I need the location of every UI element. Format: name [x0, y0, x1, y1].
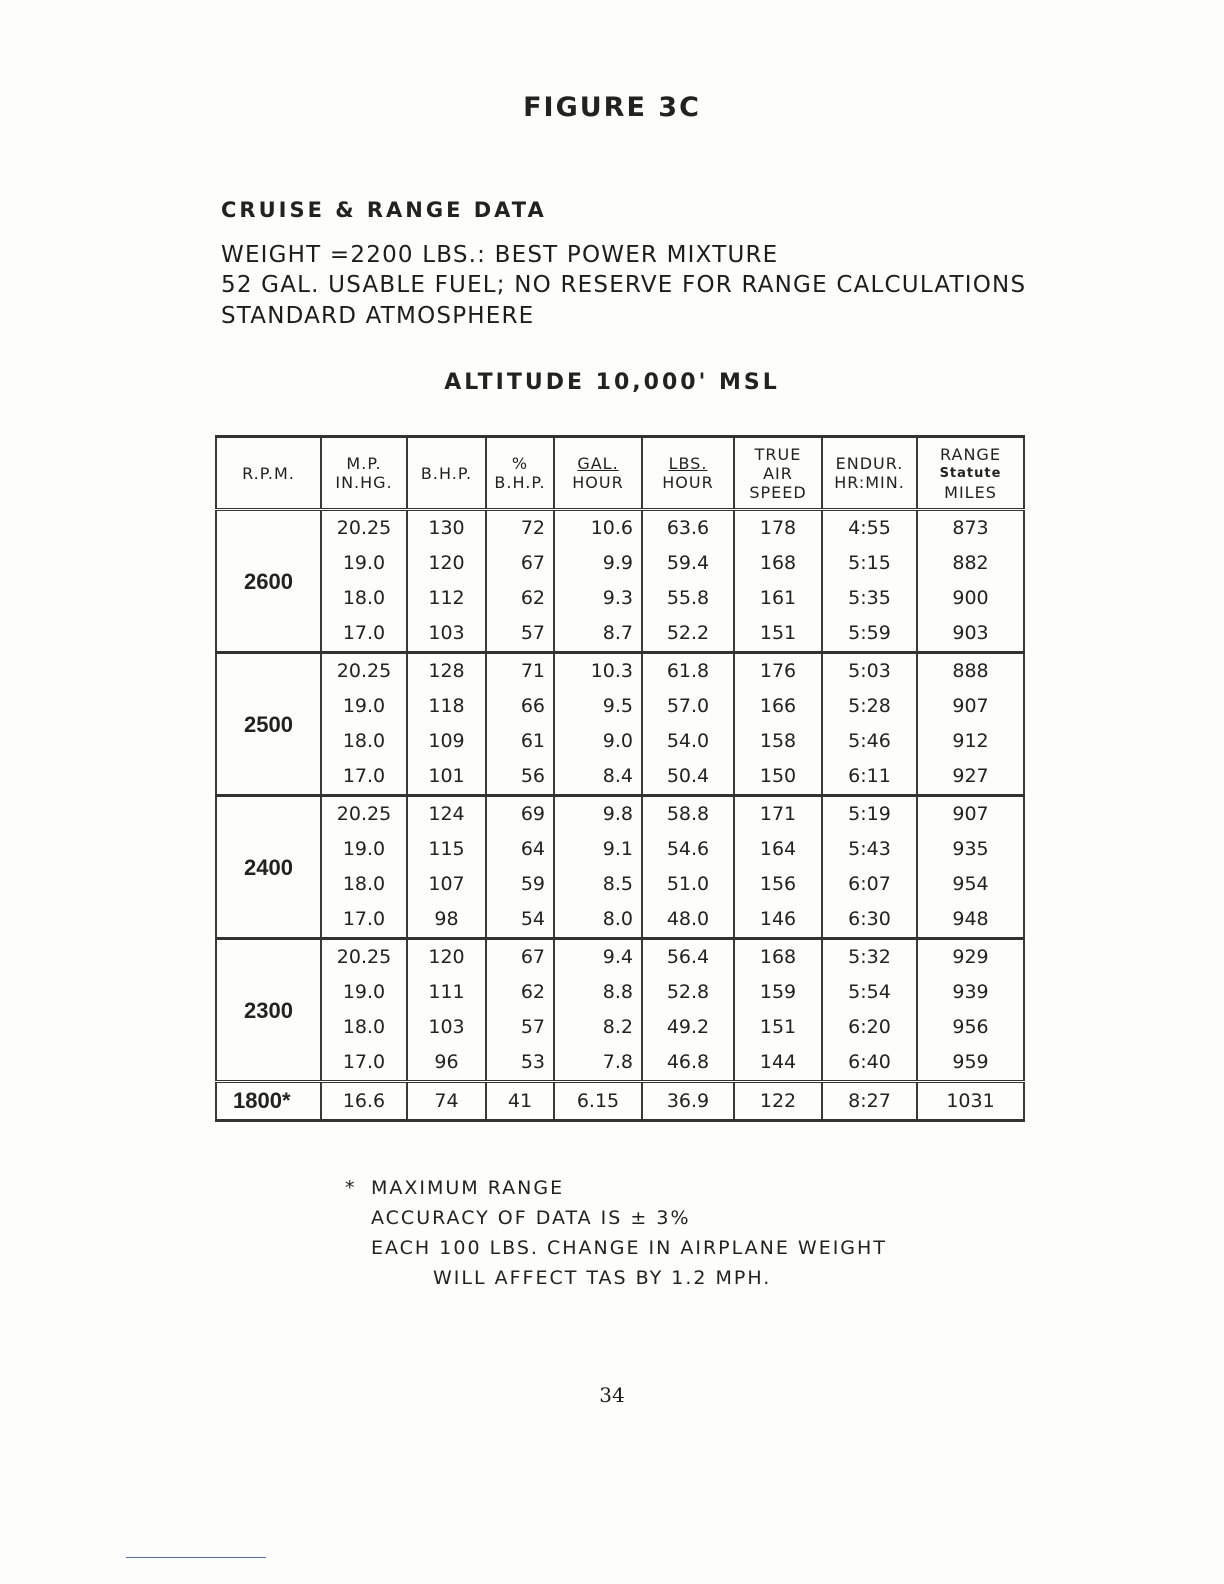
table-cell: 903 — [917, 616, 1024, 653]
table-cell: 176 — [734, 653, 822, 690]
asterisk-symbol: * — [345, 1177, 357, 1199]
table-row — [216, 902, 1024, 939]
table-cell: 111 — [407, 975, 486, 1010]
table-cell: 6:30 — [822, 902, 917, 939]
table-cell: 8:27 — [822, 1082, 917, 1121]
table-cell: 907 — [917, 689, 1024, 724]
table-cell: 9.4 — [554, 939, 642, 976]
table-cell: 107 — [407, 867, 486, 902]
table-row — [216, 724, 1024, 759]
table-cell: 57 — [486, 1010, 554, 1045]
table-cell: 151 — [734, 616, 822, 653]
table-cell: 62 — [486, 581, 554, 616]
table-cell: 18.0 — [321, 724, 407, 759]
table-cell: 6:40 — [822, 1045, 917, 1082]
table-cell: 51.0 — [642, 867, 734, 902]
table-cell: 948 — [917, 902, 1024, 939]
header-range: RANGE Statute MILES — [917, 437, 1024, 510]
table-row — [216, 832, 1024, 867]
table-cell: 8.0 — [554, 902, 642, 939]
table-cell: 5:35 — [822, 581, 917, 616]
table-cell: 48.0 — [642, 902, 734, 939]
table-cell: 6.15 — [554, 1082, 642, 1121]
table-cell: 168 — [734, 939, 822, 976]
table-cell: 4:55 — [822, 510, 917, 547]
table-cell: 888 — [917, 653, 1024, 690]
table-row — [216, 689, 1024, 724]
table-cell: 54.0 — [642, 724, 734, 759]
table-cell: 53 — [486, 1045, 554, 1082]
header-bhp: B.H.P. — [407, 437, 486, 510]
header-true-air-speed: TRUE AIR SPEED — [734, 437, 822, 510]
table-cell: 151 — [734, 1010, 822, 1045]
table-cell: 18.0 — [321, 1010, 407, 1045]
table-cell: 5:03 — [822, 653, 917, 690]
table-cell: 49.2 — [642, 1010, 734, 1045]
table-cell: 19.0 — [321, 689, 407, 724]
table-cell: 929 — [917, 939, 1024, 976]
table-cell: 128 — [407, 653, 486, 690]
table-cell: 6:11 — [822, 759, 917, 796]
rpm-cell: 1800* — [216, 1082, 321, 1121]
table-cell: 5:43 — [822, 832, 917, 867]
table-cell: 61 — [486, 724, 554, 759]
table-cell: 61.8 — [642, 653, 734, 690]
table-cell: 912 — [917, 724, 1024, 759]
table-row — [216, 796, 1024, 833]
table-cell: 62 — [486, 975, 554, 1010]
table-cell: 101 — [407, 759, 486, 796]
table-cell: 146 — [734, 902, 822, 939]
table-cell: 120 — [407, 939, 486, 976]
table-cell: 124 — [407, 796, 486, 833]
table-cell: 5:59 — [822, 616, 917, 653]
table-row — [216, 759, 1024, 796]
table-cell: 5:46 — [822, 724, 917, 759]
table-cell: 159 — [734, 975, 822, 1010]
table-cell: 56 — [486, 759, 554, 796]
table-row — [216, 546, 1024, 581]
table-cell: 98 — [407, 902, 486, 939]
table-cell: 164 — [734, 832, 822, 867]
table-row — [216, 616, 1024, 653]
table-row — [216, 1045, 1024, 1082]
table-cell: 18.0 — [321, 581, 407, 616]
table-cell: 50.4 — [642, 759, 734, 796]
table-cell: 96 — [407, 1045, 486, 1082]
table-cell: 9.9 — [554, 546, 642, 581]
table-notes — [345, 1173, 887, 1293]
table-cell: 109 — [407, 724, 486, 759]
header-gal-hour: GAL. HOUR — [554, 437, 642, 510]
header-percent-bhp: % B.H.P. — [486, 437, 554, 510]
table-cell: 66 — [486, 689, 554, 724]
table-cell: 927 — [917, 759, 1024, 796]
table-row-1800 — [216, 1082, 1024, 1121]
table-cell: 9.5 — [554, 689, 642, 724]
table-cell: 36.9 — [642, 1082, 734, 1121]
table-row — [216, 510, 1024, 547]
figure-title: FIGURE 3C — [523, 92, 701, 123]
condition-weight: WEIGHT =2200 LBS.: BEST POWER MIXTURE — [221, 242, 779, 268]
note-weight-change-continued: WILL AFFECT TAS BY 1.2 MPH. — [433, 1267, 772, 1289]
table-cell: 56.4 — [642, 939, 734, 976]
table-row — [216, 1010, 1024, 1045]
table-cell: 67 — [486, 939, 554, 976]
table-cell: 19.0 — [321, 546, 407, 581]
table-cell: 17.0 — [321, 902, 407, 939]
note-accuracy: ACCURACY OF DATA IS ± 3% — [371, 1207, 691, 1229]
table-cell: 130 — [407, 510, 486, 547]
rpm-cell: 2600 — [216, 510, 321, 653]
table-cell: 122 — [734, 1082, 822, 1121]
table-cell: 6:20 — [822, 1010, 917, 1045]
table-cell: 52.8 — [642, 975, 734, 1010]
table-cell: 59.4 — [642, 546, 734, 581]
table-cell: 8.4 — [554, 759, 642, 796]
table-cell: 5:28 — [822, 689, 917, 724]
page-number: 34 — [599, 1383, 625, 1407]
condition-fuel: 52 GAL. USABLE FUEL; NO RESERVE FOR RANGE CALCULATIONS — [221, 272, 1027, 298]
table-cell: 9.1 — [554, 832, 642, 867]
table-cell: 8.7 — [554, 616, 642, 653]
table-header-row — [216, 437, 1024, 510]
table-cell: 161 — [734, 581, 822, 616]
table-cell: 54.6 — [642, 832, 734, 867]
header-lbs-hour: LBS. HOUR — [642, 437, 734, 510]
table-cell: 166 — [734, 689, 822, 724]
table-cell: 120 — [407, 546, 486, 581]
table-row — [216, 581, 1024, 616]
table-cell: 19.0 — [321, 832, 407, 867]
table-cell: 74 — [407, 1082, 486, 1121]
header-manifold-pressure: M.P. IN.HG. — [321, 437, 407, 510]
table-cell: 54 — [486, 902, 554, 939]
table-cell: 882 — [917, 546, 1024, 581]
table-row — [216, 867, 1024, 902]
table-cell: 900 — [917, 581, 1024, 616]
cruise-range-table — [215, 435, 1025, 1122]
table-cell: 17.0 — [321, 759, 407, 796]
rpm-cell: 2300 — [216, 939, 321, 1082]
table-cell: 168 — [734, 546, 822, 581]
table-cell: 8.2 — [554, 1010, 642, 1045]
table-cell: 115 — [407, 832, 486, 867]
altitude-heading: ALTITUDE 10,000' MSL — [444, 370, 780, 395]
table-cell: 5:19 — [822, 796, 917, 833]
table-cell: 103 — [407, 616, 486, 653]
note-max-range: * MAXIMUM RANGE — [345, 1173, 887, 1203]
rpm-cell: 2400 — [216, 796, 321, 939]
table-cell: 6:07 — [822, 867, 917, 902]
table-cell: 939 — [917, 975, 1024, 1010]
table-cell: 8.8 — [554, 975, 642, 1010]
table-cell: 41 — [486, 1082, 554, 1121]
table-cell: 7.8 — [554, 1045, 642, 1082]
table-cell: 150 — [734, 759, 822, 796]
table-cell: 55.8 — [642, 581, 734, 616]
table-cell: 9.3 — [554, 581, 642, 616]
table-cell: 8.5 — [554, 867, 642, 902]
table-row — [216, 653, 1024, 690]
table-cell: 20.25 — [321, 939, 407, 976]
table-cell: 46.8 — [642, 1045, 734, 1082]
rpm-cell: 2500 — [216, 653, 321, 796]
header-endurance: ENDUR. HR:MIN. — [822, 437, 917, 510]
table-cell: 873 — [917, 510, 1024, 547]
table-cell: 19.0 — [321, 975, 407, 1010]
table-cell: 9.8 — [554, 796, 642, 833]
table-cell: 10.3 — [554, 653, 642, 690]
table-cell: 144 — [734, 1045, 822, 1082]
table-cell: 20.25 — [321, 796, 407, 833]
table-cell: 907 — [917, 796, 1024, 833]
header-rpm: R.P.M. — [216, 437, 321, 510]
table-cell: 52.2 — [642, 616, 734, 653]
table-cell: 17.0 — [321, 616, 407, 653]
condition-atmosphere: STANDARD ATMOSPHERE — [221, 303, 535, 329]
table-cell: 58.8 — [642, 796, 734, 833]
table-cell: 17.0 — [321, 1045, 407, 1082]
table-cell: 10.6 — [554, 510, 642, 547]
table-cell: 178 — [734, 510, 822, 547]
table-cell: 57.0 — [642, 689, 734, 724]
table-cell: 71 — [486, 653, 554, 690]
table-cell: 118 — [407, 689, 486, 724]
footnote-divider — [126, 1557, 266, 1558]
table-cell: 63.6 — [642, 510, 734, 547]
table-cell: 9.0 — [554, 724, 642, 759]
table-cell: 171 — [734, 796, 822, 833]
table-cell: 5:32 — [822, 939, 917, 976]
table-cell: 5:15 — [822, 546, 917, 581]
note-weight-change: EACH 100 LBS. CHANGE IN AIRPLANE WEIGHT — [371, 1237, 887, 1259]
table-row — [216, 975, 1024, 1010]
table-row — [216, 939, 1024, 976]
table-cell: 20.25 — [321, 653, 407, 690]
table-cell: 72 — [486, 510, 554, 547]
table-cell: 18.0 — [321, 867, 407, 902]
table-cell: 67 — [486, 546, 554, 581]
table-cell: 57 — [486, 616, 554, 653]
table-cell: 20.25 — [321, 510, 407, 547]
table-cell: 158 — [734, 724, 822, 759]
table-cell: 156 — [734, 867, 822, 902]
table-cell: 959 — [917, 1045, 1024, 1082]
table-cell: 59 — [486, 867, 554, 902]
table-cell: 954 — [917, 867, 1024, 902]
section-title: CRUISE & RANGE DATA — [221, 198, 547, 222]
table-cell: 935 — [917, 832, 1024, 867]
table-cell: 1031 — [917, 1082, 1024, 1121]
table-cell: 64 — [486, 832, 554, 867]
table-cell: 16.6 — [321, 1082, 407, 1121]
table-cell: 956 — [917, 1010, 1024, 1045]
table-cell: 5:54 — [822, 975, 917, 1010]
table-body — [216, 510, 1024, 1121]
table-cell: 69 — [486, 796, 554, 833]
table-cell: 112 — [407, 581, 486, 616]
table-cell: 103 — [407, 1010, 486, 1045]
